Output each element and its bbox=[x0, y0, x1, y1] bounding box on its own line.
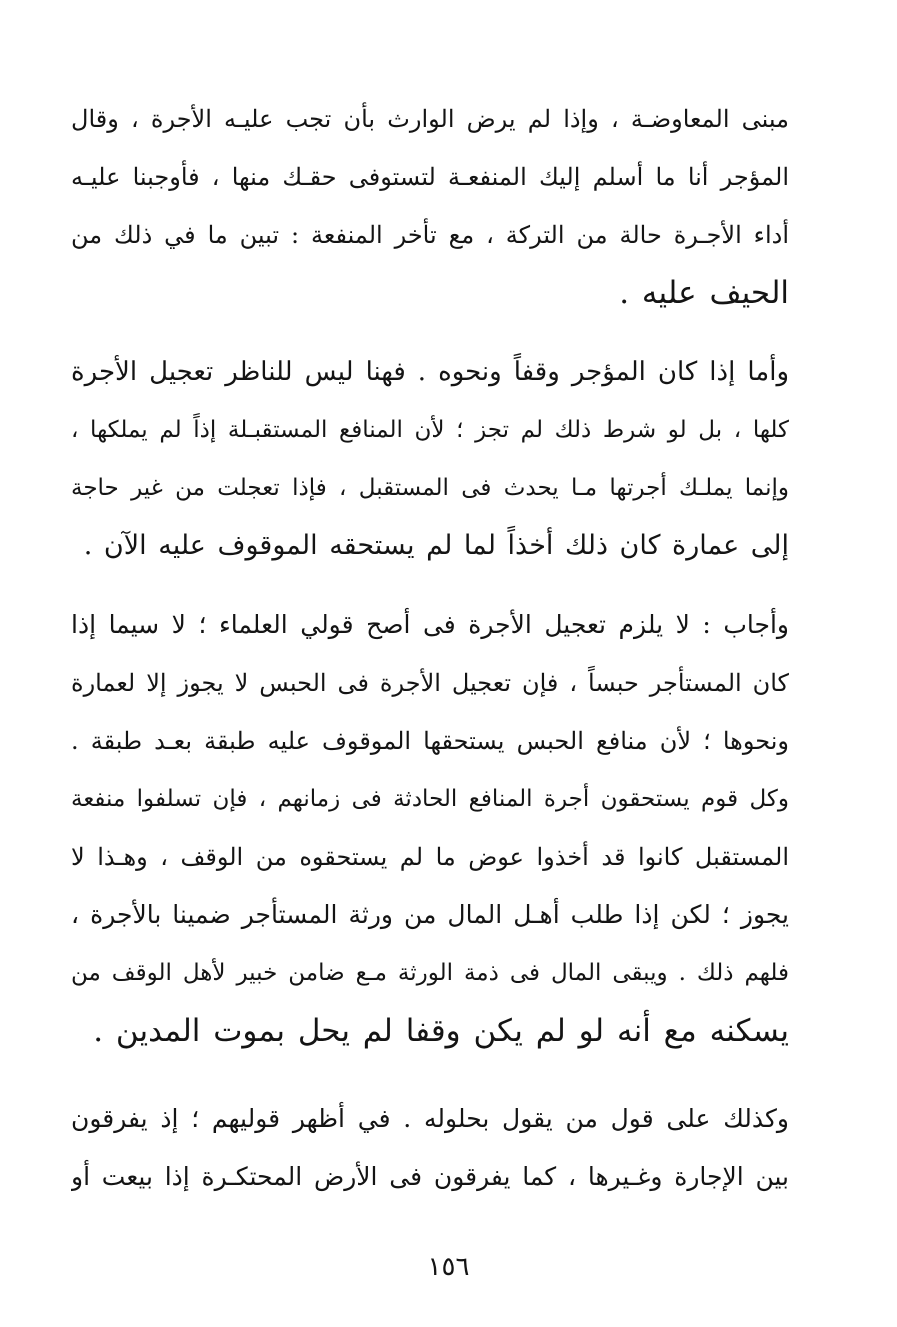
paragraph-3 bbox=[71, 596, 789, 1060]
paragraph-line: كان المستأجر حبساً ، فإن تعجيل الأجرة فى الحبس لا يجوز إلا لعمارة bbox=[71, 669, 789, 697]
paragraph-line: كلها ، بل لو شرط ذلك لم تجز ؛ لأن المنافع المستقبـلة إذاً لم يملكها ، bbox=[71, 417, 789, 443]
paragraph-line: الحيف عليه . bbox=[619, 275, 789, 311]
paragraph-line: فلهم ذلك . ويبقى المال فى ذمة الورثة مـع ضامن خبير لأهل الوقف من bbox=[71, 960, 789, 986]
paragraph-line: وأما إذا كان المؤجر وقفاً ونحوه . فهنا ليس للناظر تعجيل الأجرة bbox=[71, 357, 789, 387]
paragraph-line: بين الإجارة وغـيرها ، كما يفرقون فى الأرض المحتكـرة إذا بيعت أو bbox=[71, 1162, 789, 1191]
paragraph-line: المستقبل كانوا قد أخذوا عوض ما لم يستحقوه من الوقف ، وهـذا لا bbox=[71, 843, 789, 871]
paragraph-line: المؤجر أنا ما أسلم إليك المنفعـة لتستوفى حقـك منها ، فأوجبنا عليـه bbox=[71, 163, 789, 191]
paragraph-line: وأجاب : لا يلزم تعجيل الأجرة فى أصح قولي العلماء ؛ لا سيما إذا bbox=[71, 610, 789, 639]
page-number: ١٥٦ bbox=[427, 1252, 470, 1282]
paragraph-line: يسكنه مع أنه لو لم يكن وقفا لم يحل بموت المدين . bbox=[93, 1013, 789, 1049]
paragraph-1 bbox=[71, 90, 789, 322]
paragraph-4 bbox=[71, 1090, 789, 1206]
paragraph-line: وإنما يملـك أجرتها مـا يحدث فى المستقبل ، فإذا تعجلت من غير حاجة bbox=[71, 475, 789, 501]
paragraph-line: وكل قوم يستحقون أجرة المنافع الحادثة فى زمانهم ، فإن تسلفوا منفعة bbox=[71, 786, 789, 812]
paragraph-line: ونحوها ؛ لأن منافع الحبس يستحقها الموقوف عليه طبقة بعـد طبقة . bbox=[71, 727, 789, 755]
paragraph-line: وكذلك على قول من يقول بحلوله . في أظهر قوليهم ؛ إذ يفرقون bbox=[71, 1104, 789, 1133]
paragraph-line: مبنى المعاوضـة ، وإذا لم يرض الوارث بأن تجب عليـه الأجرة ، وقال bbox=[71, 105, 789, 133]
paragraph-line: إلى عمارة كان ذلك أخذاً لما لم يستحقه الموقوف عليه الآن . bbox=[83, 530, 789, 561]
paragraph-line: يجوز ؛ لكن إذا طلب أهـل المال من ورثة المستأجر ضمينا بالأجرة ، bbox=[71, 900, 789, 929]
paragraph-2 bbox=[71, 343, 789, 575]
paragraph-line: أداء الأجـرة حالة من التركة ، مع تأخر المنفعة : تبين ما في ذلك من bbox=[71, 221, 789, 249]
